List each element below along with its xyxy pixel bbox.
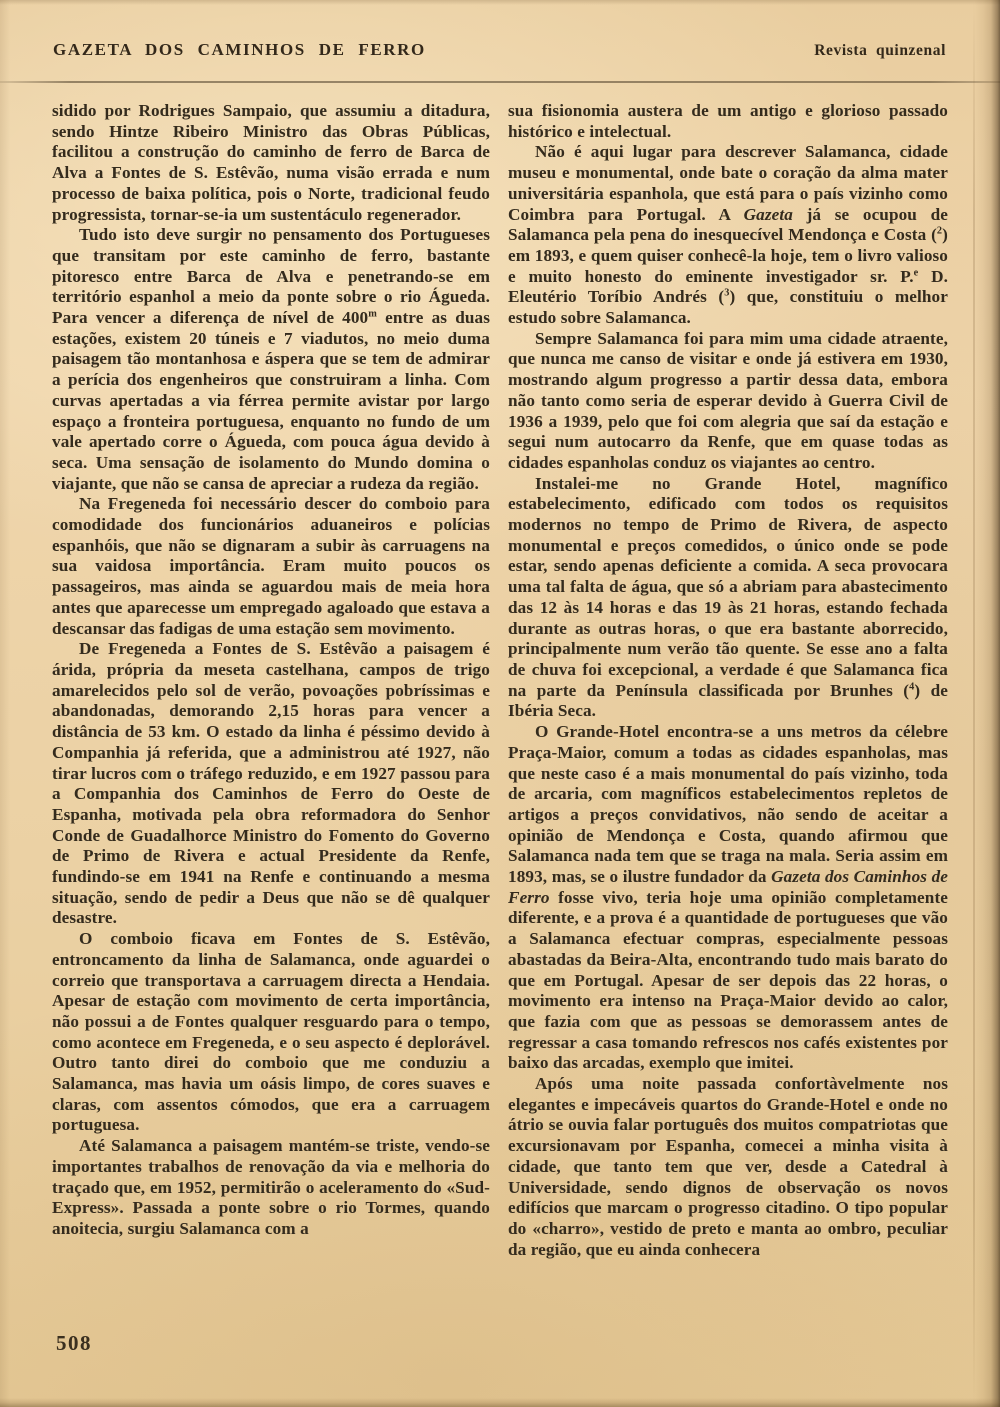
article-body xyxy=(52,101,948,1260)
text-run: ) em 1893, e quem quiser conhecê-la hoje, tem o livro valioso e muito honesto do eminente investigador sr. P. xyxy=(508,225,948,286)
text-run: ) de Ibéria Seca. xyxy=(508,680,948,721)
text-run: Instalei-me no Grande Hotel, magnífico estabelecimento, edificado com todos os requisitos modernos no tempo de Primo de Rivera, de aspecto monumental e preços comedidos, o único onde se pode estar, sendo apenas deficiente a comida. A seca provocara uma tal falta de água, que só a abriam para abastecimento das 12 às 14 horas e das 19 às 21 horas, estando fechada durante as outras horas, o que era bastante aborrecido, principalmente num verão tão quente. Se esse ano a falta de chuva foi excepcional, a verdade é que Salamanca fica na parte da Península classificada por Brunhes ( xyxy=(508,473,948,700)
paragraph xyxy=(52,225,490,494)
text-run: sua fisionomia austera de um antigo e glorioso passado histórico e intelectual. xyxy=(508,101,948,141)
page-number: 508 xyxy=(56,1331,92,1355)
italic-run: Gazeta xyxy=(743,204,793,224)
text-run: Tudo isto deve surgir no pensamento dos Portugueses que transitam por este caminho de ferro, bastante pitoresco entre Barca de Alva e penetrando-se em território espanhol a meio da ponte sobre o rio Águeda. Para vencer a diferença de nível de 400 xyxy=(52,225,490,328)
right-column xyxy=(508,101,948,1260)
text-run: ) que, constituiu o melhor estudo sobre Salamanca. xyxy=(508,287,948,328)
text-run: Após uma noite passada confortàvelmente nos elegantes e impecáveis quartos do Grande-Hotel e onde no átrio se ouvia falar português dos muitos compatriotas que excursionavam por Espanha, comecei a minha visita à cidade, que tanto tem que ver, desde a Catedral à Universidade, sendo dignos de observação os novos edifícios que marcam o progresso citadino. O tipo popular do «charro», vestido de preto e manta ao ombro, peculiar da região, que eu ainda conhecera xyxy=(508,1074,948,1259)
text-run: O Grande-Hotel encontra-se a uns metros da célebre Praça-Maior, comum a todas as cidades espanholas, mas que neste caso é a mais monumental do país vizinho, toda de arcaria, com magníficos estabelecimentos repletos de artigos a preços convidativos, não sendo de aceitar a opinião de Mendonça e Costa, quando afirmou que Salamanca nada tem que se traga na mala. Seria assim em 1893, mas, se o ilustre fundador da xyxy=(508,722,948,887)
text-run: Não é aqui lugar para descrever Salamanca, cidade museu e monumental, onde bate o coração da alma mater universitária espanhola, que está para o país vizinho como Coimbra para Portugal. A xyxy=(508,142,948,224)
text-run: Até Salamanca a paisagem mantém-se triste, vendo-se importantes trabalhos de renovação da via e melhoria do traçado que, em 1952, permitirão o aceleramento do «Sud-Express». Passada a ponte sobre o rio Tormes, quando anoitecia, surgiu Salamanca com a xyxy=(52,1136,490,1238)
text-run: fosse vivo, teria hoje uma opinião completamente diferente, e a prova é a quantidade de portugueses que vão a Salamanca efectuar compras, especialmente pessoas abastadas da Beira-Alta, encontrando tudo mais barato do que em Portugal. Apesar de ser depois das 22 horas, o movimento era intenso na Praça-Maior devido ao calor, que fazia com que as pessoas se demorassem antes de regressar a casa tomando refrescos nos cafés existentes por baixo das arcadas, exemplo que imitei. xyxy=(508,887,948,1073)
superscript-run: e xyxy=(913,266,919,278)
header-rule xyxy=(0,81,1000,83)
text-run: já se ocupou de Salamanca pela pena do inesquecível Mendonça e Costa ( xyxy=(508,204,948,245)
paragraph xyxy=(52,639,490,929)
superscript-run: 4 xyxy=(909,680,915,692)
paragraph xyxy=(508,142,948,328)
text-run: O comboio ficava em Fontes de S. Estêvão, entroncamento da linha de Salamanca, onde aguardei o correio que transportava a carruagem directa a Hendaia. Apesar de estação com movimento de certa importância, não possui a de Fontes qualquer resguardo para o tempo, como acontece em Fregeneda, e o seu aspecto é deplorável. Outro tanto direi do comboio que me conduziu a Salamanca, mas havia um oásis limpo, de cores suaves e claras, com assentos cómodos, que era a carruagem portuguesa. xyxy=(52,929,490,1135)
page-edge-left xyxy=(0,0,10,1407)
text-run: entre as duas estações, existem 20 túneis e 7 viadutos, no meio duma paisagem tão montanhosa e áspera que se tem de admirar a perícia dos engenheiros que construiram a linha. Com curvas apertadas a via férrea permite avistar por largo espaço a fronteira portuguesa, enquanto no fundo de um vale apertado corre o Águeda, com pouca água devido à seca. Uma sensação de isolamento do Mundo domina o viajante, que não se cansa de apreciar a rudeza da região. xyxy=(52,308,490,493)
publication-title: GAZETA DOS CAMINHOS DE FERRO xyxy=(53,40,426,59)
edition-label: Revista quinzenal xyxy=(814,42,946,59)
paragraph xyxy=(508,329,948,474)
text-run: D. Eleutério Toríbio Andrés ( xyxy=(508,266,948,307)
page-header xyxy=(53,40,946,60)
superscript-run: 2 xyxy=(936,225,943,237)
superscript-run: 3 xyxy=(724,287,730,299)
paragraph xyxy=(508,101,948,142)
paragraph xyxy=(508,474,948,722)
paragraph xyxy=(508,722,948,1074)
paragraph xyxy=(508,1074,948,1260)
text-run: De Fregeneda a Fontes de S. Estêvão a paisagem é árida, própria da meseta castelhana, campos de trigo amarelecidos pelo sol de verão, povoações pobríssimas e abandonadas, demorando 2,15 horas para vencer a distância de 53 km. O estado da linha é péssimo devido à Companhia já referida, que a administrou até 1927, não tirar lucros com o tráfego reduzido, e em 1927 passou para a Companhia dos Caminhos de Ferro do Oeste de Espanha, motivada pela obra reformadora do Senhor Conde de Guadalhorce Ministro do Fomento do Governo de Primo de Rivera e actual Presidente da Renfe, fundindo-se em 1941 na Renfe e continuando a mesma situação, sendo de pedir a Deus que não se dê qualquer desastre. xyxy=(52,639,490,928)
page-edge-bottom xyxy=(0,1398,1000,1407)
text-run: Na Fregeneda foi necessário descer do comboio para comodidade dos funcionários aduaneiros e polícias espanhóis, que não se dignaram a subir às carruagens na sua vaidosa importância. Eram muito poucos os passageiros, mas ainda se aguardou mais de meia hora antes que aparecesse um empregado agaloado que estava a descansar das fadigas de uma estação sem movimento. xyxy=(52,494,490,638)
superscript-run: m xyxy=(368,308,377,320)
left-column xyxy=(52,101,490,1260)
paragraph xyxy=(52,494,490,639)
italic-run: Gazeta dos Caminhos de Ferro xyxy=(508,867,949,907)
paragraph xyxy=(52,1136,490,1240)
paragraph xyxy=(52,929,490,1136)
paragraph xyxy=(52,101,490,225)
page-edge-top xyxy=(0,0,1000,5)
text-run: Sempre Salamanca foi para mim uma cidade atraente, que nunca me canso de visitar e onde já estivera em 1930, mostrando algum progresso a partir dessa data, embora não tanto como seria de esperar devido à Guerra Civil de 1936 a 1939, pelo que foi com alegria que saí da estação e segui num autocarro da Renfe, que em quase todas as cidades espanholas conduz os viajantes ao centro. xyxy=(508,328,948,472)
text-run: sidido por Rodrigues Sampaio, que assumiu a ditadura, sendo Hintze Ribeiro Ministro das Obras Públicas, facilitou a construção do caminho de ferro de Barca de Alva a Fontes de S. Estêvão, numa visão errada e num processo de baixa política, pois o Norte, tradicional feudo progressista, tornar-se-ia um sustentáculo regenerador. xyxy=(52,101,490,224)
page-edge-right xyxy=(974,0,1000,1407)
